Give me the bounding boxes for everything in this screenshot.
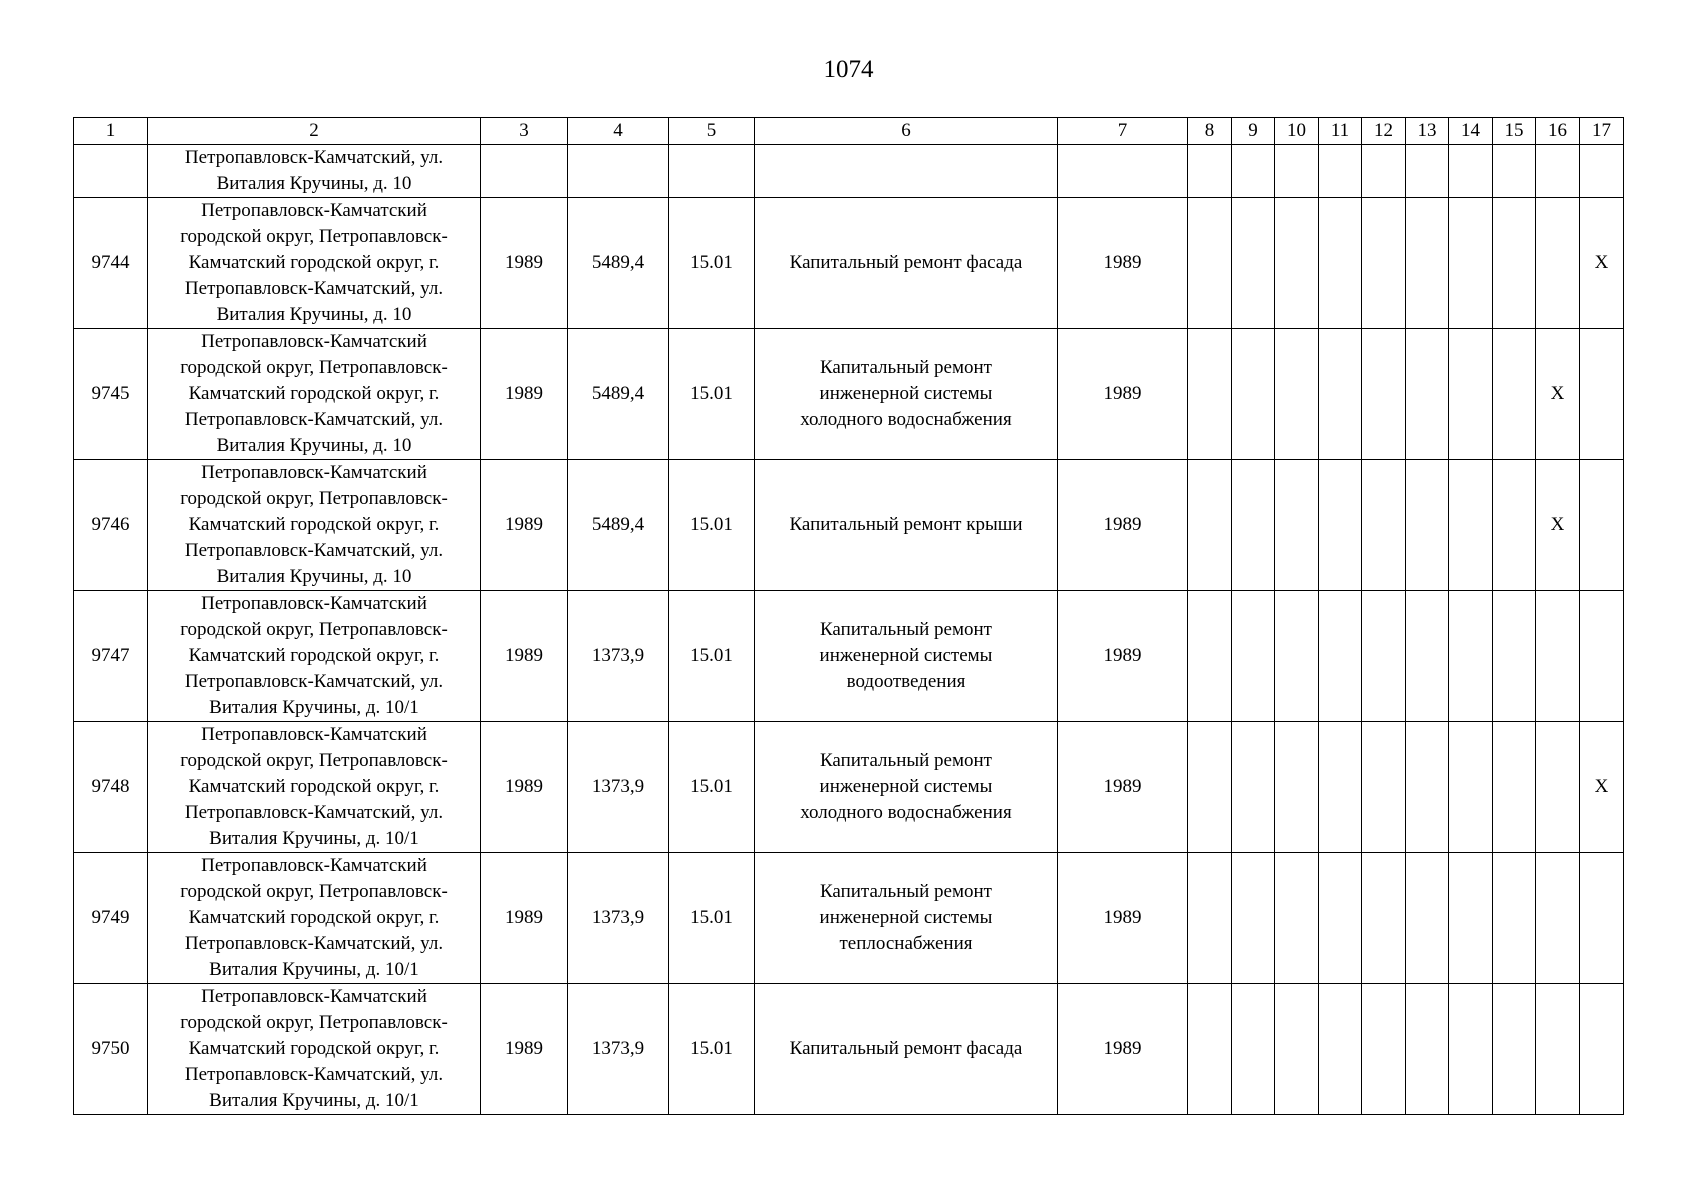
address-line: городской округ, Петропавловск- bbox=[180, 881, 448, 902]
column-header: 17 bbox=[1580, 118, 1624, 145]
plan-year-cell: 1989 bbox=[1058, 460, 1188, 591]
header-row bbox=[74, 118, 1624, 145]
address-cell bbox=[148, 853, 481, 984]
empty-cell bbox=[1406, 591, 1449, 722]
column-header: 5 bbox=[669, 118, 755, 145]
address-line: Петропавловск-Камчатский bbox=[201, 331, 427, 352]
address-line: Петропавловск-Камчатский, ул. bbox=[184, 802, 444, 823]
empty-cell bbox=[1319, 722, 1362, 853]
plan-year-cell: 1989 bbox=[1058, 722, 1188, 853]
x-mark-cell: X bbox=[1536, 460, 1580, 591]
work-line: инженерной системы bbox=[819, 645, 993, 666]
address-line: Камчатский городской округ, г. bbox=[188, 252, 440, 273]
address-line: Петропавловск-Камчатский, ул. bbox=[184, 671, 444, 692]
address-line: Петропавловск-Камчатский bbox=[201, 986, 427, 1007]
empty-cell bbox=[74, 145, 148, 198]
empty-cell bbox=[1362, 460, 1406, 591]
empty-cell bbox=[1232, 591, 1275, 722]
work-type-cell bbox=[755, 722, 1058, 853]
empty-cell bbox=[1493, 329, 1536, 460]
address-cell bbox=[148, 329, 481, 460]
table-row bbox=[74, 460, 1624, 591]
address-line: городской округ, Петропавловск- bbox=[180, 619, 448, 640]
empty-cell bbox=[1188, 329, 1232, 460]
empty-cell bbox=[1188, 591, 1232, 722]
empty-cell bbox=[1449, 145, 1493, 198]
empty-cell bbox=[1493, 984, 1536, 1115]
address-line: Петропавловск-Камчатский bbox=[201, 724, 427, 745]
column-header: 3 bbox=[481, 118, 568, 145]
empty-cell bbox=[1188, 984, 1232, 1115]
empty-cell bbox=[1580, 460, 1624, 591]
address-cell bbox=[148, 984, 481, 1115]
area-cell: 5489,4 bbox=[568, 460, 669, 591]
work-line: холодного водоснабжения bbox=[800, 802, 1012, 823]
empty-cell bbox=[1580, 145, 1624, 198]
year-cell: 1989 bbox=[481, 984, 568, 1115]
empty-cell bbox=[1275, 145, 1319, 198]
work-type-cell bbox=[755, 853, 1058, 984]
empty-cell bbox=[1362, 984, 1406, 1115]
address-cell bbox=[148, 145, 481, 198]
code-cell: 15.01 bbox=[669, 853, 755, 984]
work-type-cell bbox=[755, 984, 1058, 1115]
x-mark-cell: X bbox=[1580, 198, 1624, 329]
address-line: Виталия Кручины, д. 10 bbox=[216, 435, 412, 456]
empty-cell bbox=[1319, 145, 1362, 198]
empty-cell bbox=[1275, 984, 1319, 1115]
address-line: Петропавловск-Камчатский bbox=[201, 462, 427, 483]
address-line: городской округ, Петропавловск- bbox=[180, 488, 448, 509]
plan-year-cell: 1989 bbox=[1058, 198, 1188, 329]
empty-cell bbox=[1493, 722, 1536, 853]
work-line: Капитальный ремонт фасада bbox=[789, 1038, 1023, 1059]
empty-cell bbox=[1275, 853, 1319, 984]
address-line: городской округ, Петропавловск- bbox=[180, 357, 448, 378]
column-header: 14 bbox=[1449, 118, 1493, 145]
table-row bbox=[74, 853, 1624, 984]
empty-cell bbox=[481, 145, 568, 198]
row-number-cell: 9748 bbox=[74, 722, 148, 853]
empty-cell bbox=[1232, 460, 1275, 591]
registry-table bbox=[73, 117, 1624, 1115]
address-line: Виталия Кручины, д. 10 bbox=[216, 173, 412, 194]
empty-cell bbox=[1406, 460, 1449, 591]
work-line: водоотведения bbox=[846, 671, 966, 692]
empty-cell bbox=[1406, 329, 1449, 460]
empty-cell bbox=[755, 145, 1058, 198]
row-number-cell: 9744 bbox=[74, 198, 148, 329]
empty-cell bbox=[1580, 329, 1624, 460]
column-header: 9 bbox=[1232, 118, 1275, 145]
page-number: 1074 bbox=[823, 56, 874, 83]
empty-cell bbox=[1493, 853, 1536, 984]
address-line: Петропавловск-Камчатский, ул. bbox=[184, 409, 444, 430]
plan-year-cell: 1989 bbox=[1058, 984, 1188, 1115]
work-line: Капитальный ремонт bbox=[819, 619, 992, 640]
area-cell: 5489,4 bbox=[568, 198, 669, 329]
empty-cell bbox=[1580, 853, 1624, 984]
empty-cell bbox=[1449, 591, 1493, 722]
work-line: Капитальный ремонт bbox=[819, 357, 992, 378]
empty-cell bbox=[1536, 722, 1580, 853]
row-number-cell: 9750 bbox=[74, 984, 148, 1115]
address-cell bbox=[148, 460, 481, 591]
address-line: Петропавловск-Камчатский, ул. bbox=[184, 540, 444, 561]
empty-cell bbox=[1188, 145, 1232, 198]
year-cell: 1989 bbox=[481, 329, 568, 460]
empty-cell bbox=[1232, 145, 1275, 198]
table-row bbox=[74, 329, 1624, 460]
column-header: 4 bbox=[568, 118, 669, 145]
empty-cell bbox=[568, 145, 669, 198]
row-number-cell: 9746 bbox=[74, 460, 148, 591]
empty-cell bbox=[1449, 853, 1493, 984]
work-line: Капитальный ремонт bbox=[819, 881, 992, 902]
empty-cell bbox=[1232, 984, 1275, 1115]
empty-cell bbox=[1493, 145, 1536, 198]
column-header: 2 bbox=[148, 118, 481, 145]
empty-cell bbox=[1362, 722, 1406, 853]
plan-year-cell: 1989 bbox=[1058, 329, 1188, 460]
year-cell: 1989 bbox=[481, 853, 568, 984]
year-cell: 1989 bbox=[481, 591, 568, 722]
empty-cell bbox=[669, 145, 755, 198]
empty-cell bbox=[1536, 984, 1580, 1115]
column-header: 11 bbox=[1319, 118, 1362, 145]
column-header: 12 bbox=[1362, 118, 1406, 145]
row-number-cell: 9749 bbox=[74, 853, 148, 984]
empty-cell bbox=[1406, 984, 1449, 1115]
empty-cell bbox=[1232, 198, 1275, 329]
work-type-cell bbox=[755, 329, 1058, 460]
empty-cell bbox=[1536, 145, 1580, 198]
empty-cell bbox=[1362, 591, 1406, 722]
empty-cell bbox=[1058, 145, 1188, 198]
empty-cell bbox=[1493, 198, 1536, 329]
empty-cell bbox=[1275, 460, 1319, 591]
work-line: теплоснабжения bbox=[839, 933, 973, 954]
address-line: городской округ, Петропавловск- bbox=[180, 226, 448, 247]
empty-cell bbox=[1406, 722, 1449, 853]
empty-cell bbox=[1319, 591, 1362, 722]
area-cell: 5489,4 bbox=[568, 329, 669, 460]
empty-cell bbox=[1275, 591, 1319, 722]
area-cell: 1373,9 bbox=[568, 591, 669, 722]
empty-cell bbox=[1188, 460, 1232, 591]
column-header: 10 bbox=[1275, 118, 1319, 145]
year-cell: 1989 bbox=[481, 198, 568, 329]
empty-cell bbox=[1319, 984, 1362, 1115]
empty-cell bbox=[1275, 329, 1319, 460]
address-line: городской округ, Петропавловск- bbox=[180, 1012, 448, 1033]
address-line: Камчатский городской округ, г. bbox=[188, 645, 440, 666]
empty-cell bbox=[1536, 591, 1580, 722]
empty-cell bbox=[1449, 984, 1493, 1115]
empty-cell bbox=[1493, 460, 1536, 591]
column-header: 13 bbox=[1406, 118, 1449, 145]
area-cell: 1373,9 bbox=[568, 853, 669, 984]
address-line: Петропавловск-Камчатский bbox=[201, 200, 427, 221]
code-cell: 15.01 bbox=[669, 198, 755, 329]
code-cell: 15.01 bbox=[669, 329, 755, 460]
address-line: Камчатский городской округ, г. bbox=[188, 907, 440, 928]
work-line: инженерной системы bbox=[819, 776, 993, 797]
column-header: 7 bbox=[1058, 118, 1188, 145]
address-line: Петропавловск-Камчатский, ул. bbox=[184, 278, 444, 299]
address-line: Виталия Кручины, д. 10/1 bbox=[209, 1090, 419, 1111]
code-cell: 15.01 bbox=[669, 460, 755, 591]
area-cell: 1373,9 bbox=[568, 722, 669, 853]
address-line: Петропавловск-Камчатский, ул. bbox=[184, 1064, 444, 1085]
empty-cell bbox=[1188, 198, 1232, 329]
column-header: 15 bbox=[1493, 118, 1536, 145]
row-number-cell: 9747 bbox=[74, 591, 148, 722]
address-line: Виталия Кручины, д. 10/1 bbox=[209, 959, 419, 980]
column-header: 1 bbox=[74, 118, 148, 145]
address-cell bbox=[148, 591, 481, 722]
empty-cell bbox=[1362, 145, 1406, 198]
address-line: Петропавловск-Камчатский, ул. bbox=[184, 147, 444, 168]
area-cell: 1373,9 bbox=[568, 984, 669, 1115]
plan-year-cell: 1989 bbox=[1058, 853, 1188, 984]
work-line: инженерной системы bbox=[819, 907, 993, 928]
year-cell: 1989 bbox=[481, 460, 568, 591]
empty-cell bbox=[1232, 329, 1275, 460]
address-cell bbox=[148, 198, 481, 329]
empty-cell bbox=[1406, 198, 1449, 329]
code-cell: 15.01 bbox=[669, 591, 755, 722]
empty-cell bbox=[1493, 591, 1536, 722]
table-row bbox=[74, 984, 1624, 1115]
address-line: Камчатский городской округ, г. bbox=[188, 1038, 440, 1059]
empty-cell bbox=[1406, 145, 1449, 198]
table-row bbox=[74, 591, 1624, 722]
column-header: 8 bbox=[1188, 118, 1232, 145]
x-mark-cell: X bbox=[1536, 329, 1580, 460]
work-line: Капитальный ремонт фасада bbox=[789, 252, 1023, 273]
address-line: Петропавловск-Камчатский, ул. bbox=[184, 933, 444, 954]
empty-cell bbox=[1188, 853, 1232, 984]
empty-cell bbox=[1580, 591, 1624, 722]
empty-cell bbox=[1319, 853, 1362, 984]
work-type-cell bbox=[755, 198, 1058, 329]
empty-cell bbox=[1536, 198, 1580, 329]
address-line: городской округ, Петропавловск- bbox=[180, 750, 448, 771]
work-type-cell bbox=[755, 591, 1058, 722]
code-cell: 15.01 bbox=[669, 722, 755, 853]
address-line: Виталия Кручины, д. 10/1 bbox=[209, 828, 419, 849]
address-line: Петропавловск-Камчатский bbox=[201, 593, 427, 614]
work-line: инженерной системы bbox=[819, 383, 993, 404]
table-row bbox=[74, 198, 1624, 329]
work-type-cell bbox=[755, 460, 1058, 591]
empty-cell bbox=[1275, 198, 1319, 329]
address-line: Виталия Кручины, д. 10/1 bbox=[209, 697, 419, 718]
address-line: Камчатский городской округ, г. bbox=[188, 514, 440, 535]
work-line: Капитальный ремонт bbox=[819, 750, 992, 771]
empty-cell bbox=[1232, 853, 1275, 984]
address-line: Петропавловск-Камчатский bbox=[201, 855, 427, 876]
work-line: Капитальный ремонт крыши bbox=[789, 514, 1023, 535]
address-line: Камчатский городской округ, г. bbox=[188, 383, 440, 404]
empty-cell bbox=[1580, 984, 1624, 1115]
x-mark-cell: X bbox=[1580, 722, 1624, 853]
empty-cell bbox=[1362, 329, 1406, 460]
address-cell bbox=[148, 722, 481, 853]
empty-cell bbox=[1536, 853, 1580, 984]
address-line: Камчатский городской округ, г. bbox=[188, 776, 440, 797]
empty-cell bbox=[1406, 853, 1449, 984]
continuation-row bbox=[74, 145, 1624, 198]
address-line: Виталия Кручины, д. 10 bbox=[216, 566, 412, 587]
row-number-cell: 9745 bbox=[74, 329, 148, 460]
empty-cell bbox=[1449, 722, 1493, 853]
empty-cell bbox=[1319, 460, 1362, 591]
empty-cell bbox=[1449, 329, 1493, 460]
empty-cell bbox=[1188, 722, 1232, 853]
empty-cell bbox=[1449, 198, 1493, 329]
empty-cell bbox=[1362, 853, 1406, 984]
year-cell: 1989 bbox=[481, 722, 568, 853]
column-header: 6 bbox=[755, 118, 1058, 145]
empty-cell bbox=[1232, 722, 1275, 853]
empty-cell bbox=[1319, 198, 1362, 329]
plan-year-cell: 1989 bbox=[1058, 591, 1188, 722]
column-header: 16 bbox=[1536, 118, 1580, 145]
work-line: холодного водоснабжения bbox=[800, 409, 1012, 430]
address-line: Виталия Кручины, д. 10 bbox=[216, 304, 412, 325]
empty-cell bbox=[1275, 722, 1319, 853]
table-row bbox=[74, 722, 1624, 853]
empty-cell bbox=[1362, 198, 1406, 329]
empty-cell bbox=[1319, 329, 1362, 460]
empty-cell bbox=[1449, 460, 1493, 591]
code-cell: 15.01 bbox=[669, 984, 755, 1115]
